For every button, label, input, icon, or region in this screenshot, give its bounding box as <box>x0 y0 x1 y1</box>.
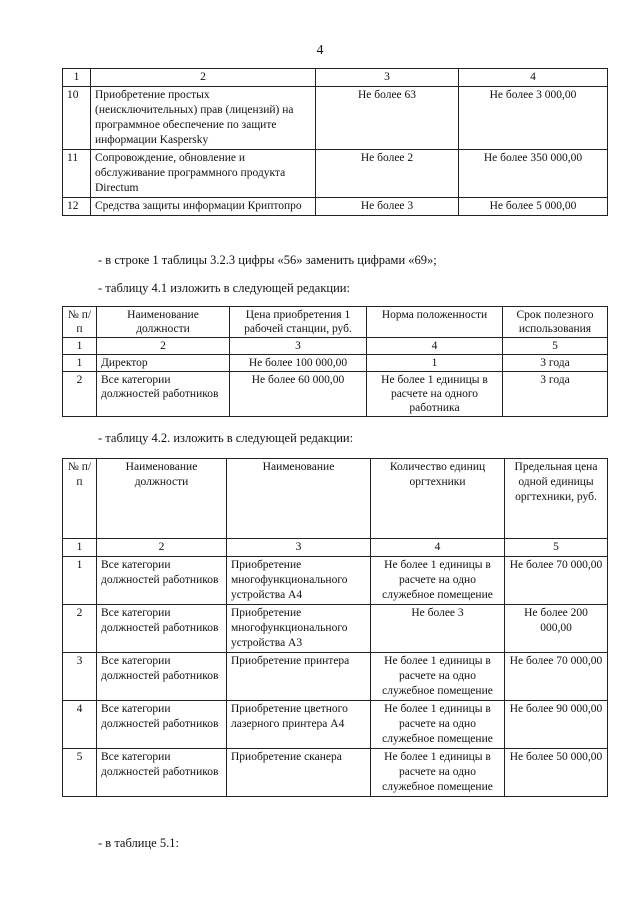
item-quantity: Не более 2 <box>316 150 459 198</box>
row-number: 12 <box>63 198 91 216</box>
item-name: Приобретение простых (неисключительных) прав (лицензий) на программное обеспечение по защите информации Kaspersky <box>91 87 316 150</box>
table-row <box>63 557 608 605</box>
table-header-row <box>63 459 608 539</box>
header-cell: Цена приобретения 1 рабочей станции, руб. <box>230 307 367 338</box>
equipment-name: Приобретение принтера <box>227 653 371 701</box>
office-equipment-table <box>62 458 608 797</box>
page-number: 4 <box>316 43 324 58</box>
equipment-quantity: Не более 1 единицы в расчете на одно служебное помещение <box>371 653 505 701</box>
equipment-quantity: Не более 1 единицы в расчете на одно служебное помещение <box>371 749 505 797</box>
header-cell: Норма положенности <box>367 307 503 338</box>
table-row <box>63 653 608 701</box>
equipment-quantity: Не более 1 единицы в расчете на одно служебное помещение <box>371 701 505 749</box>
equipment-price: Не более 90 000,00 <box>505 701 608 749</box>
column-number: 3 <box>230 338 367 355</box>
table-header-row <box>63 307 608 338</box>
header-cell: Количество единиц оргтехники <box>371 459 505 539</box>
column-number-row <box>63 338 608 355</box>
position-name: Все категории должностей работников <box>97 701 227 749</box>
row-number: 2 <box>63 372 97 417</box>
column-number: 3 <box>227 539 371 557</box>
table-row <box>63 150 608 198</box>
table-header-row <box>63 69 608 87</box>
norm: Не более 1 единицы в расчете на одного работника <box>367 372 503 417</box>
position-name: Все категории должностей работников <box>97 749 227 797</box>
useful-life: 3 года <box>503 372 608 417</box>
item-price: Не более 5 000,00 <box>459 198 608 216</box>
row-number: 4 <box>63 701 97 749</box>
norm: 1 <box>367 355 503 372</box>
table-row <box>63 372 608 417</box>
column-number: 4 <box>371 539 505 557</box>
table-row <box>63 605 608 653</box>
column-number: 2 <box>97 539 227 557</box>
equipment-quantity: Не более 1 единицы в расчете на одно служебное помещение <box>371 557 505 605</box>
equipment-name: Приобретение многофункционального устройства А3 <box>227 605 371 653</box>
header-cell: № п/п <box>63 459 97 539</box>
item-name: Сопровождение, обновление и обслуживание программного продукта Directum <box>91 150 316 198</box>
header-cell: Предельная цена одной единицы оргтехники, руб. <box>505 459 608 539</box>
position-name: Все категории должностей работников <box>97 653 227 701</box>
position-name: Директор <box>97 355 230 372</box>
position-name: Все категории должностей работников <box>97 372 230 417</box>
row-number: 5 <box>63 749 97 797</box>
instruction-paragraph: - в таблице 5.1: <box>98 836 179 850</box>
column-number: 5 <box>505 539 608 557</box>
row-number: 11 <box>63 150 91 198</box>
equipment-price: Не более 70 000,00 <box>505 557 608 605</box>
table-row <box>63 198 608 216</box>
equipment-price: Не более 200 000,00 <box>505 605 608 653</box>
workstation-price: Не более 60 000,00 <box>230 372 367 417</box>
instruction-paragraph: - в строке 1 таблицы 3.2.3 цифры «56» заменить цифрами «69»; <box>98 253 437 267</box>
row-number: 1 <box>63 355 97 372</box>
purchase-table <box>62 68 608 216</box>
column-number: 2 <box>97 338 230 355</box>
equipment-price: Не более 50 000,00 <box>505 749 608 797</box>
header-cell: 2 <box>91 69 316 87</box>
item-price: Не более 3 000,00 <box>459 87 608 150</box>
row-number: 10 <box>63 87 91 150</box>
item-name: Средства защиты информации Криптопро <box>91 198 316 216</box>
header-cell: 4 <box>459 69 608 87</box>
equipment-price: Не более 70 000,00 <box>505 653 608 701</box>
header-cell: Срок полезного использования <box>503 307 608 338</box>
instruction-paragraph: - таблицу 4.1 изложить в следующей редакции: <box>98 281 350 295</box>
equipment-quantity: Не более 3 <box>371 605 505 653</box>
item-price: Не более 350 000,00 <box>459 150 608 198</box>
header-cell: № п/п <box>63 307 97 338</box>
workstation-table <box>62 306 608 417</box>
instruction-paragraph: - таблицу 4.2. изложить в следующей редакции: <box>98 431 354 445</box>
row-number: 1 <box>63 557 97 605</box>
row-number: 3 <box>63 653 97 701</box>
header-cell: Наименование должности <box>97 307 230 338</box>
workstation-price: Не более 100 000,00 <box>230 355 367 372</box>
column-number-row <box>63 539 608 557</box>
row-number: 2 <box>63 605 97 653</box>
column-number: 4 <box>367 338 503 355</box>
equipment-name: Приобретение сканера <box>227 749 371 797</box>
item-quantity: Не более 3 <box>316 198 459 216</box>
useful-life: 3 года <box>503 355 608 372</box>
equipment-name: Приобретение многофункционального устройства А4 <box>227 557 371 605</box>
column-number: 1 <box>63 338 97 355</box>
equipment-name: Приобретение цветного лазерного принтера А4 <box>227 701 371 749</box>
header-cell: 1 <box>63 69 91 87</box>
header-cell: 3 <box>316 69 459 87</box>
position-name: Все категории должностей работников <box>97 557 227 605</box>
table-row <box>63 749 608 797</box>
table-row <box>63 355 608 372</box>
column-number: 1 <box>63 539 97 557</box>
position-name: Все категории должностей работников <box>97 605 227 653</box>
table-row <box>63 701 608 749</box>
column-number: 5 <box>503 338 608 355</box>
header-cell: Наименование <box>227 459 371 539</box>
table-row <box>63 87 608 150</box>
item-quantity: Не более 63 <box>316 87 459 150</box>
header-cell: Наименование должности <box>97 459 227 539</box>
